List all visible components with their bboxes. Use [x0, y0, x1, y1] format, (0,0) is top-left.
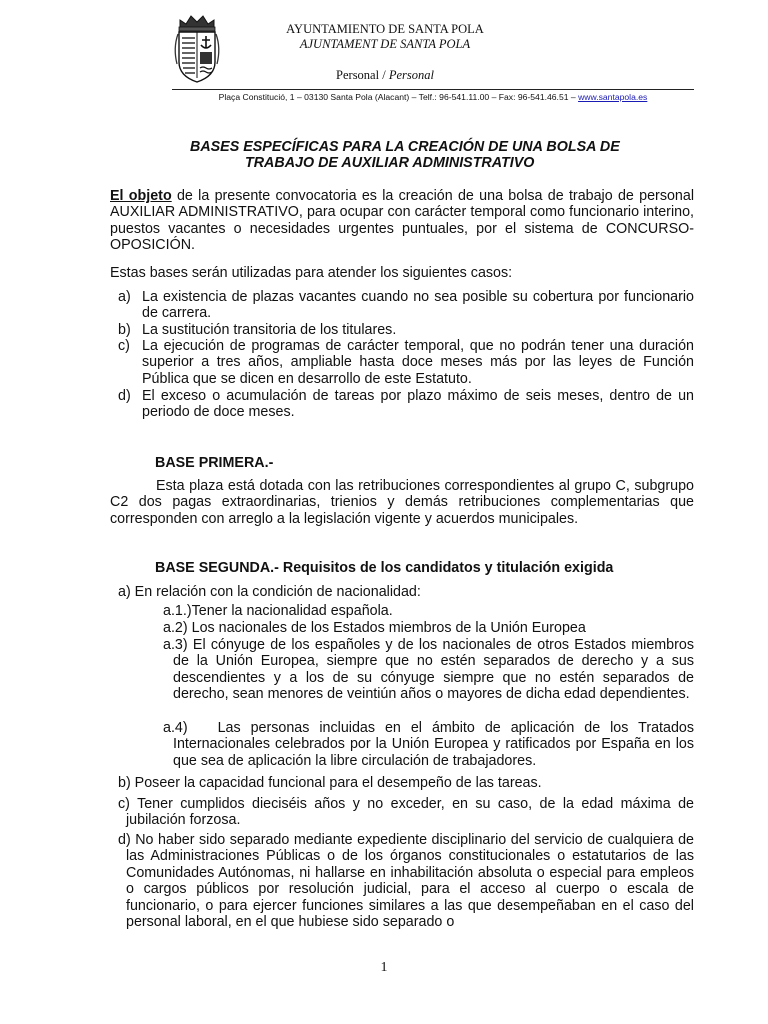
objeto-label: El objeto — [110, 188, 172, 204]
org-name: AYUNTAMIENTO DE SANTA POLA — [286, 22, 484, 36]
req-c: c) Tener cumplidos dieciséis años y no exceder, en su caso, de la edad máxima de jubilación forzosa. — [118, 796, 694, 829]
department — [130, 68, 640, 83]
list-item: c) La ejecución de programas de carácter temporal, que no podrán tener una duración superior a tres años, ampliable hasta doce meses más por las leyes de Función Pública que se dicen en desarrollo de este Estatuto. — [118, 338, 694, 387]
department-separator: / — [379, 68, 389, 82]
list-item: b) La sustitución transitoria de los titulares. — [118, 322, 397, 338]
address-text: Plaça Constitució, 1 – 03130 Santa Pola (Alacant) – Telf.: 96-541.11.00 – Fax: 96-541.46.51 – — [218, 92, 579, 102]
req-b: b) Poseer la capacidad funcional para el desempeño de las tareas. — [118, 775, 542, 791]
doc-title-line2: TRABAJO DE AUXILIAR ADMINISTRATIVO — [245, 155, 535, 171]
req-d: d) No haber sido separado mediante expediente disciplinario del servicio de cualquiera de las Administraciones Públicas o de los órganos constitucionales o estatutarios de las Comunidades Autónomas, ni hallarse en inhabilitación absoluta o especial para empleos o cargos públicos por resolución judicial, para el acceso al cuerpo o escala de funcionario, o para ejercer funciones similares a las que desempeñaban en el caso del personal laboral, en el que hubiese sido separado o — [118, 832, 694, 931]
page-number: 1 — [380, 960, 388, 975]
list-item: a.3) El cónyuge de los españoles y de los nacionales de otros Estados miembros de la Unión Europea, siempre que no estén separados de derecho y a sus descendientes y a los de su cónyuge siempre que no estén separados de derecho, sean menores de veintiún años o mayores de dicha edad dependientes. — [163, 637, 694, 703]
base1-paragraph: Esta plaza está dotada con las retribuciones correspondientes al grupo C, subgrupo C2 dos pagas extraordinarias, trienios y demás retribuciones complementarias que corresponden con arreglo a la legislación vigente y acuerdos municipales. — [110, 478, 694, 527]
req-a: a) En relación con la condición de nacionalidad: — [118, 584, 421, 600]
objeto-paragraph — [110, 188, 694, 254]
doc-title-line1: BASES ESPECÍFICAS PARA LA CREACIÓN DE UNA BOLSA DE — [190, 139, 620, 155]
list-item: a.2) Los nacionales de los Estados miembros de la Unión Europea — [163, 620, 586, 636]
org-name-valencian: AJUNTAMENT DE SANTA POLA — [299, 37, 471, 51]
list-item: a.4) Las personas incluidas en el ámbito de aplicación de los Tratados Internacionales celebrados por la Unión Europea y ratificados por España en los que sea de aplicación la libre circulación de trabajadores. — [163, 720, 695, 769]
header-divider — [172, 89, 694, 90]
list-item: a) La existencia de plazas vacantes cuando no sea posible su cobertura por funcionario de carrera. — [118, 289, 694, 322]
list-item: d) El exceso o acumulación de tareas por plazo máximo de seis meses, dentro de un periodo de doce meses. — [118, 388, 694, 421]
cases-intro: Estas bases serán utilizadas para atender los siguientes casos: — [110, 265, 513, 281]
address-line — [172, 92, 694, 102]
base2-heading: BASE SEGUNDA.- Requisitos de los candidatos y titulación exigida — [155, 560, 614, 576]
base1-heading: BASE PRIMERA.- — [155, 455, 274, 471]
website-link[interactable]: www.santapola.es — [578, 92, 648, 102]
department-name-valencian: Personal — [388, 68, 434, 82]
objeto-text: de la presente convocatoria es la creación de una bolsa de trabajo de personal AUXILIAR ADMINISTRATIVO, para ocupar con carácter temporal como funcionario interino, puestos vacantes o necesidades urgentes puntuales, por el sistema de CONCURSO-OPOSICIÓN. — [110, 188, 694, 254]
list-item: a.1.)Tener la nacionalidad española. — [163, 603, 393, 619]
department-name: Personal — [336, 68, 380, 82]
